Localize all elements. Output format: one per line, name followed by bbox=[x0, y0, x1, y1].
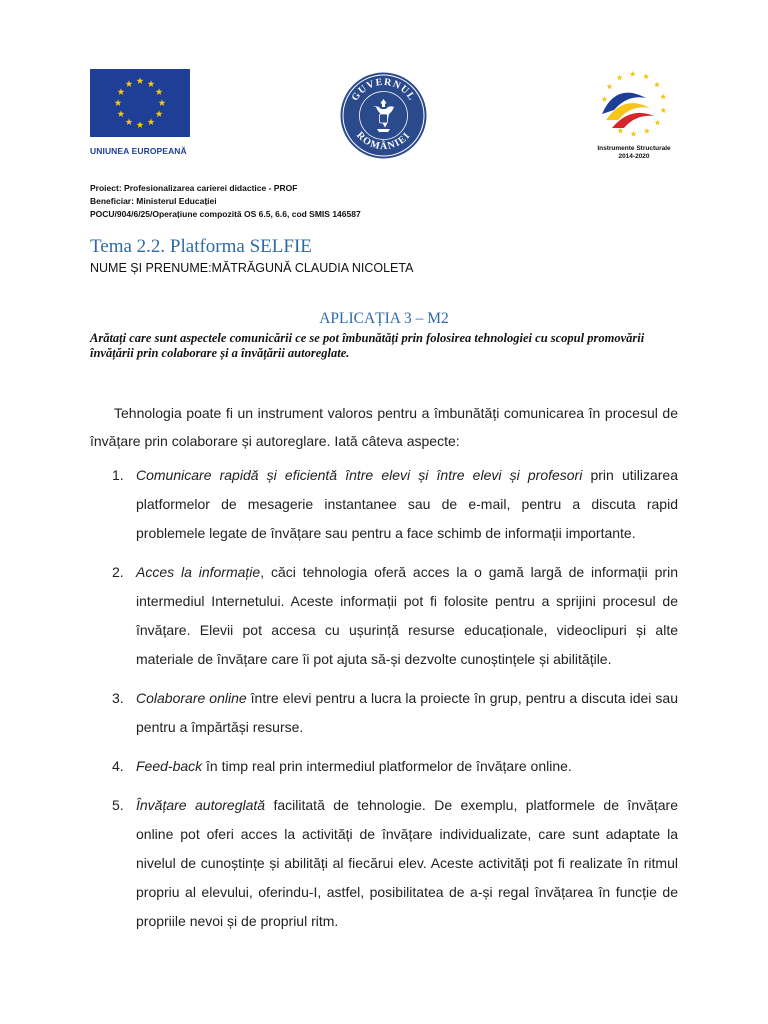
seal-text-bottom: ROMÂNIEI bbox=[354, 129, 413, 153]
list-number: 5. bbox=[112, 797, 124, 813]
list-item-text: între elevi pentru a lucra la proiecte în grup, pentru a discuta idei sau pentru a împărtăși resurse. bbox=[136, 690, 678, 735]
is-star-icon bbox=[643, 73, 649, 79]
is-star-icon bbox=[617, 128, 623, 134]
project-value: : Profesionalizarea carierei didactice - PROF bbox=[118, 183, 298, 193]
list-item bbox=[90, 684, 678, 742]
list-item bbox=[90, 558, 678, 674]
list-item bbox=[90, 791, 678, 936]
list-item bbox=[90, 461, 678, 548]
is-star-icon bbox=[606, 84, 612, 90]
is-star-icon bbox=[654, 119, 660, 125]
project-label: Proiect bbox=[90, 183, 119, 193]
list-item-text: , căci tehnologia oferă acces la o gamă largă de informații prin intermediul Internetului. Aceste informații pot fi folosite pentru a sprijini procesul de învățare. Elevii pot accesa cu ușurință resurse educaționale, videoclipuri și alte materiale de învățare care îi pot ajuta să-și dezvolte cunoștințele și abilitățile. bbox=[136, 564, 678, 667]
is-star-icon bbox=[601, 96, 607, 102]
is-star-icon bbox=[631, 131, 637, 137]
list-number: 2. bbox=[112, 564, 124, 580]
author-name: NUME ȘI PRENUME:MĂTRĂGUNĂ CLAUDIA NICOLETA bbox=[90, 261, 414, 275]
list-item-text: în timp real prin intermediul platformelor de învățare online. bbox=[202, 758, 572, 774]
government-seal-icon bbox=[339, 71, 428, 160]
list-item-emphasis: Comunicare rapidă și eficientă între elevi și între elevi și profesori bbox=[136, 467, 583, 483]
is-star-icon bbox=[644, 128, 650, 134]
assignment-question: Arătați care sunt aspectele comunicării ce se pot îmbunătăți prin folosirea tehnologiei cu scopul promovării învățării prin colaborare și a învățării autoreglate. bbox=[90, 331, 645, 360]
is-star-icon bbox=[617, 74, 623, 80]
is-caption-line2: 2014-2020 bbox=[618, 153, 650, 160]
eu-flag-icon bbox=[90, 69, 190, 137]
document-title: Tema 2.2. Platforma SELFIE bbox=[90, 236, 312, 257]
list-number: 3. bbox=[112, 690, 124, 706]
eu-caption: UNIUNEA EUROPEANĂ bbox=[90, 146, 187, 156]
list-number: 1. bbox=[112, 467, 124, 483]
is-star-icon bbox=[654, 81, 660, 87]
aspects-list bbox=[90, 461, 678, 946]
is-star-icon bbox=[660, 94, 666, 100]
structural-instruments-icon bbox=[584, 68, 684, 140]
structural-instruments-logo bbox=[584, 68, 684, 161]
is-star-icon bbox=[630, 71, 636, 77]
list-item bbox=[90, 752, 678, 781]
project-code: POCU/904/6/25/Operațiune compozită OS 6.5, 6.6, cod SMIS 146587 bbox=[90, 209, 361, 219]
beneficiary-label: Beneficiar bbox=[90, 196, 132, 206]
list-item-text: prin utilizarea platformelor de mesagerie instantanee sau de e-mail, pentru a discuta rapid problemele legate de învățare sau pentru a face schimb de informații importante. bbox=[136, 467, 678, 541]
beneficiary-value: : Ministerul Educației bbox=[131, 196, 217, 206]
is-star-icon bbox=[660, 107, 666, 113]
list-item-emphasis: Feed-back bbox=[136, 758, 203, 774]
intro-paragraph: Tehnologia poate fi un instrument valoros pentru a îmbunătăți comunicarea în procesul de învățare prin colaborare și autoreglare. Iată câteva aspecte: bbox=[90, 405, 678, 449]
seal-text-top: GUVERNUL bbox=[349, 76, 418, 104]
eu-logo bbox=[90, 69, 192, 156]
list-number: 4. bbox=[112, 758, 124, 774]
is-caption-line1: Instrumente Structurale bbox=[597, 145, 671, 152]
application-title: APLICAȚIA 3 – M2 bbox=[319, 310, 449, 327]
list-item-emphasis: Acces la informație bbox=[136, 564, 261, 580]
list-item-text: facilitată de tehnologie. De exemplu, platformele de învățare online pot oferi acces la activități de învățare individualizate, care sunt adaptate la nivelul de cunoștințe și abilități al fiecărui elev. Aceste activități pot fi realizate în ritmul propriu al elevului, oferindu-I, astfel, posibilitatea de a-și regal învățarea în funcție de propriile nevoi și de propriul ritm. bbox=[136, 797, 679, 929]
list-item-emphasis: Colaborare online bbox=[136, 690, 247, 706]
project-info bbox=[90, 182, 361, 221]
list-item-emphasis: Învățare autoreglată bbox=[136, 797, 266, 813]
